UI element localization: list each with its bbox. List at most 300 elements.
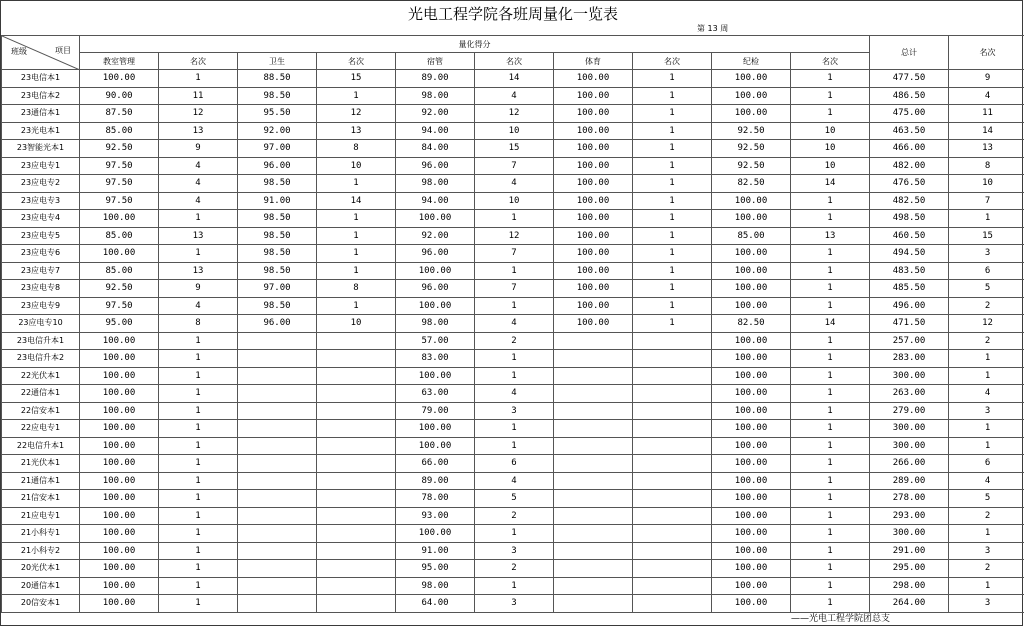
table-cell — [238, 402, 317, 420]
table-cell: 2 — [475, 560, 554, 578]
table-cell: 94.00 — [396, 192, 475, 210]
table-cell: 97.50 — [80, 157, 159, 175]
table-cell: 1 — [159, 542, 238, 560]
table-cell: 100.00 — [396, 420, 475, 438]
table-cell — [554, 507, 633, 525]
table-cell: 14 — [949, 122, 1024, 140]
table-cell — [317, 455, 396, 473]
table-cell — [554, 455, 633, 473]
table-cell: 4 — [475, 472, 554, 490]
table-cell: 98.00 — [396, 315, 475, 333]
table-cell: 100.00 — [712, 245, 791, 263]
table-cell: 100.00 — [712, 262, 791, 280]
table-cell: 12 — [159, 105, 238, 123]
table-cell: 1 — [475, 577, 554, 595]
header-total: 总计 — [870, 36, 949, 70]
class-name-cell: 21光伏本1 — [2, 455, 80, 473]
class-name-cell: 21信安本1 — [2, 490, 80, 508]
table-cell: 94.00 — [396, 122, 475, 140]
table-cell: 100.00 — [80, 367, 159, 385]
table-cell: 2 — [475, 507, 554, 525]
table-cell — [554, 595, 633, 613]
table-cell — [238, 420, 317, 438]
table-cell: 1 — [949, 577, 1024, 595]
class-name-cell: 23电信升本1 — [2, 332, 80, 350]
table-cell: 1 — [791, 262, 870, 280]
table-cell: 100.00 — [712, 367, 791, 385]
table-cell — [633, 472, 712, 490]
table-cell: 1 — [633, 280, 712, 298]
table-cell: 1 — [949, 210, 1024, 228]
table-cell: 10 — [317, 315, 396, 333]
table-cell — [317, 367, 396, 385]
table-cell: 10 — [791, 157, 870, 175]
table-row — [2, 367, 1024, 385]
table-cell — [554, 577, 633, 595]
table-cell — [554, 490, 633, 508]
table-cell: 100.00 — [712, 490, 791, 508]
table-cell: 11 — [949, 105, 1024, 123]
table-cell: 7 — [475, 157, 554, 175]
table-row — [2, 490, 1024, 508]
table-cell: 1 — [633, 192, 712, 210]
class-name-cell: 23应电专1 — [2, 157, 80, 175]
table-row — [2, 87, 1024, 105]
table-cell: 100.00 — [554, 245, 633, 263]
table-cell: 100.00 — [396, 367, 475, 385]
table-cell: 13 — [949, 140, 1024, 158]
table-body — [2, 70, 1024, 613]
table-cell: 2 — [949, 297, 1024, 315]
header-col-1: 名次 — [159, 53, 238, 70]
table-cell: 100.00 — [80, 350, 159, 368]
table-cell — [633, 420, 712, 438]
table-cell: 1 — [475, 350, 554, 368]
table-cell: 88.50 — [238, 70, 317, 88]
table-cell: 98.00 — [396, 87, 475, 105]
table-cell: 4 — [159, 157, 238, 175]
table-cell — [633, 367, 712, 385]
table-cell: 57.00 — [396, 332, 475, 350]
class-name-cell: 23电信本1 — [2, 70, 80, 88]
table-cell: 1 — [633, 87, 712, 105]
table-cell: 1 — [791, 210, 870, 228]
table-cell: 100.00 — [712, 297, 791, 315]
table-cell: 1 — [317, 87, 396, 105]
class-name-cell: 23电信升本2 — [2, 350, 80, 368]
table-cell: 1 — [475, 210, 554, 228]
table-cell — [633, 525, 712, 543]
header-col-4: 宿管 — [396, 53, 475, 70]
header-col-9: 名次 — [791, 53, 870, 70]
table-cell: 79.00 — [396, 402, 475, 420]
table-cell: 1 — [159, 577, 238, 595]
table-cell: 1 — [791, 245, 870, 263]
table-cell: 1 — [475, 297, 554, 315]
table-cell: 475.00 — [870, 105, 949, 123]
table-cell: 100.00 — [554, 105, 633, 123]
class-name-cell: 23通信本1 — [2, 105, 80, 123]
table-cell: 100.00 — [554, 157, 633, 175]
table-cell: 1 — [159, 455, 238, 473]
table-cell: 1 — [633, 245, 712, 263]
table-row — [2, 105, 1024, 123]
table-cell: 496.00 — [870, 297, 949, 315]
table-cell: 100.00 — [712, 560, 791, 578]
table-cell — [554, 385, 633, 403]
table-cell: 4 — [475, 87, 554, 105]
table-cell: 1 — [159, 507, 238, 525]
table-cell: 1 — [317, 262, 396, 280]
table-cell: 100.00 — [554, 87, 633, 105]
table-cell: 12 — [949, 315, 1024, 333]
table-cell: 10 — [791, 140, 870, 158]
table-cell — [633, 437, 712, 455]
table-cell: 89.00 — [396, 70, 475, 88]
table-cell: 1 — [159, 472, 238, 490]
table-cell: 460.50 — [870, 227, 949, 245]
table-cell: 3 — [949, 402, 1024, 420]
table-cell: 85.00 — [80, 262, 159, 280]
table-cell: 96.00 — [396, 157, 475, 175]
header-class: 班级 — [11, 47, 27, 56]
table-cell: 91.00 — [238, 192, 317, 210]
class-name-cell: 23应电专4 — [2, 210, 80, 228]
table-cell: 15 — [317, 70, 396, 88]
table-cell: 289.00 — [870, 472, 949, 490]
table-cell: 1 — [791, 332, 870, 350]
table-cell: 2 — [475, 332, 554, 350]
table-cell: 482.50 — [870, 192, 949, 210]
table-cell: 8 — [317, 140, 396, 158]
table-cell — [317, 507, 396, 525]
table-cell: 7 — [475, 280, 554, 298]
table-cell: 95.00 — [80, 315, 159, 333]
table-cell: 295.00 — [870, 560, 949, 578]
table-cell: 1 — [949, 525, 1024, 543]
table-cell: 100.00 — [712, 577, 791, 595]
header-row-1 — [2, 36, 1024, 53]
table-cell: 97.00 — [238, 280, 317, 298]
table-cell: 1 — [791, 507, 870, 525]
table-cell: 63.00 — [396, 385, 475, 403]
table-cell: 1 — [633, 157, 712, 175]
table-cell — [238, 367, 317, 385]
table-cell: 100.00 — [712, 525, 791, 543]
table-cell — [633, 577, 712, 595]
table-cell: 100.00 — [712, 472, 791, 490]
table-cell: 10 — [475, 122, 554, 140]
table-cell: 100.00 — [80, 542, 159, 560]
table-cell: 100.00 — [80, 437, 159, 455]
table-cell — [238, 542, 317, 560]
table-cell: 100.00 — [554, 70, 633, 88]
table-cell: 92.00 — [396, 227, 475, 245]
table-row — [2, 280, 1024, 298]
table-cell: 98.00 — [396, 175, 475, 193]
table-cell: 300.00 — [870, 437, 949, 455]
table-cell: 1 — [317, 210, 396, 228]
table-cell: 100.00 — [80, 420, 159, 438]
table-cell: 100.00 — [712, 385, 791, 403]
header-col-2: 卫生 — [238, 53, 317, 70]
table-cell: 463.50 — [870, 122, 949, 140]
table-cell: 1 — [159, 402, 238, 420]
table-cell: 14 — [791, 315, 870, 333]
header-col-8: 纪检 — [712, 53, 791, 70]
table-cell — [238, 437, 317, 455]
table-row — [2, 350, 1024, 368]
table-cell: 5 — [949, 490, 1024, 508]
table-cell: 2 — [949, 507, 1024, 525]
table-cell: 100.00 — [712, 192, 791, 210]
table-cell: 91.00 — [396, 542, 475, 560]
table-cell: 7 — [475, 245, 554, 263]
table-cell: 1 — [791, 402, 870, 420]
table-cell — [633, 560, 712, 578]
table-cell: 1 — [791, 192, 870, 210]
table-row — [2, 472, 1024, 490]
table-cell: 476.50 — [870, 175, 949, 193]
table-cell — [317, 560, 396, 578]
table-cell: 85.00 — [712, 227, 791, 245]
table-cell: 13 — [159, 122, 238, 140]
table-cell: 291.00 — [870, 542, 949, 560]
table-cell: 12 — [317, 105, 396, 123]
class-name-cell: 23应电专9 — [2, 297, 80, 315]
table-cell: 92.00 — [396, 105, 475, 123]
table-row — [2, 437, 1024, 455]
table-cell: 483.50 — [870, 262, 949, 280]
class-name-cell: 23应电专3 — [2, 192, 80, 210]
table-cell: 1 — [791, 577, 870, 595]
score-table — [1, 35, 1024, 613]
table-row — [2, 542, 1024, 560]
table-cell: 1 — [475, 367, 554, 385]
table-row — [2, 297, 1024, 315]
table-cell — [633, 332, 712, 350]
table-cell: 1 — [159, 595, 238, 613]
table-cell: 100.00 — [80, 385, 159, 403]
table-cell: 10 — [949, 175, 1024, 193]
header-col-0: 教室管理 — [80, 53, 159, 70]
table-cell: 100.00 — [396, 525, 475, 543]
table-cell: 1 — [791, 437, 870, 455]
table-cell: 100.00 — [554, 227, 633, 245]
table-cell: 1 — [791, 420, 870, 438]
table-cell: 8 — [317, 280, 396, 298]
table-cell: 100.00 — [80, 455, 159, 473]
table-cell: 83.00 — [396, 350, 475, 368]
table-cell — [238, 332, 317, 350]
table-cell: 89.00 — [396, 472, 475, 490]
table-cell — [238, 507, 317, 525]
table-cell: 1 — [159, 420, 238, 438]
table-cell: 100.00 — [80, 402, 159, 420]
class-name-cell: 21应电专1 — [2, 507, 80, 525]
table-row — [2, 227, 1024, 245]
table-cell: 1 — [949, 367, 1024, 385]
class-name-cell: 21小科专1 — [2, 525, 80, 543]
table-cell: 82.50 — [712, 175, 791, 193]
table-cell: 1 — [159, 367, 238, 385]
table-row — [2, 577, 1024, 595]
table-cell: 4 — [475, 385, 554, 403]
header-col-5: 名次 — [475, 53, 554, 70]
table-cell: 12 — [475, 227, 554, 245]
table-row — [2, 402, 1024, 420]
table-cell: 100.00 — [712, 210, 791, 228]
table-cell: 278.00 — [870, 490, 949, 508]
table-cell: 1 — [633, 140, 712, 158]
class-name-cell: 23应电专7 — [2, 262, 80, 280]
class-name-cell: 22应电专1 — [2, 420, 80, 438]
table-cell — [633, 402, 712, 420]
table-cell — [317, 490, 396, 508]
table-row — [2, 175, 1024, 193]
table-cell: 100.00 — [712, 420, 791, 438]
table-cell: 6 — [949, 455, 1024, 473]
table-cell: 95.00 — [396, 560, 475, 578]
table-cell: 100.00 — [712, 87, 791, 105]
table-cell: 100.00 — [80, 595, 159, 613]
table-cell: 96.00 — [238, 157, 317, 175]
table-cell: 1 — [791, 87, 870, 105]
table-cell: 100.00 — [80, 507, 159, 525]
table-cell: 100.00 — [554, 210, 633, 228]
table-cell: 486.50 — [870, 87, 949, 105]
table-cell — [238, 490, 317, 508]
table-row — [2, 122, 1024, 140]
table-cell: 98.50 — [238, 87, 317, 105]
table-cell: 1 — [633, 262, 712, 280]
table-row — [2, 245, 1024, 263]
table-cell: 1 — [633, 210, 712, 228]
table-cell: 100.00 — [554, 262, 633, 280]
table-cell — [317, 385, 396, 403]
table-cell: 100.00 — [712, 402, 791, 420]
signature-footer: ——光电工程学院团总支 — [791, 614, 891, 624]
table-cell — [633, 507, 712, 525]
table-cell — [317, 437, 396, 455]
table-cell: 85.00 — [80, 227, 159, 245]
table-cell: 14 — [475, 70, 554, 88]
table-cell: 98.00 — [396, 577, 475, 595]
table-cell: 1 — [317, 245, 396, 263]
table-cell: 1 — [475, 437, 554, 455]
table-cell: 1 — [317, 175, 396, 193]
table-cell — [554, 332, 633, 350]
table-cell: 4 — [159, 297, 238, 315]
table-cell: 9 — [949, 70, 1024, 88]
table-cell: 1 — [949, 350, 1024, 368]
table-cell: 293.00 — [870, 507, 949, 525]
table-cell: 92.00 — [238, 122, 317, 140]
table-cell: 100.00 — [712, 437, 791, 455]
table-cell: 98.50 — [238, 245, 317, 263]
table-cell: 1 — [159, 70, 238, 88]
table-cell: 3 — [475, 595, 554, 613]
table-cell: 279.00 — [870, 402, 949, 420]
table-cell: 5 — [475, 490, 554, 508]
table-cell: 4 — [949, 472, 1024, 490]
table-cell: 1 — [791, 472, 870, 490]
table-cell: 6 — [475, 455, 554, 473]
table-row — [2, 262, 1024, 280]
table-cell: 264.00 — [870, 595, 949, 613]
class-name-cell: 20信安本1 — [2, 595, 80, 613]
table-cell: 98.50 — [238, 297, 317, 315]
table-cell: 100.00 — [396, 437, 475, 455]
table-cell — [317, 595, 396, 613]
table-cell: 1 — [159, 245, 238, 263]
table-row — [2, 192, 1024, 210]
table-row — [2, 332, 1024, 350]
table-cell: 1 — [159, 332, 238, 350]
table-cell: 100.00 — [712, 280, 791, 298]
table-cell: 298.00 — [870, 577, 949, 595]
table-cell: 9 — [159, 140, 238, 158]
table-cell — [633, 350, 712, 368]
table-cell: 87.50 — [80, 105, 159, 123]
table-cell: 15 — [949, 227, 1024, 245]
table-cell: 13 — [791, 227, 870, 245]
table-cell — [317, 472, 396, 490]
table-cell: 100.00 — [712, 350, 791, 368]
table-cell: 97.50 — [80, 175, 159, 193]
table-cell — [317, 525, 396, 543]
class-name-cell: 21通信本1 — [2, 472, 80, 490]
table-cell: 100.00 — [80, 70, 159, 88]
table-cell: 4 — [159, 175, 238, 193]
table-cell: 98.50 — [238, 262, 317, 280]
table-row — [2, 455, 1024, 473]
table-cell: 97.00 — [238, 140, 317, 158]
table-cell: 263.00 — [870, 385, 949, 403]
table-cell: 5 — [949, 280, 1024, 298]
table-cell — [554, 420, 633, 438]
table-cell: 283.00 — [870, 350, 949, 368]
table-cell: 98.50 — [238, 210, 317, 228]
table-cell: 92.50 — [712, 157, 791, 175]
table-cell: 100.00 — [554, 315, 633, 333]
table-cell: 300.00 — [870, 367, 949, 385]
table-cell: 300.00 — [870, 525, 949, 543]
table-cell: 1 — [633, 297, 712, 315]
table-cell: 100.00 — [712, 595, 791, 613]
table-cell: 13 — [159, 262, 238, 280]
table-cell: 1 — [791, 595, 870, 613]
table-cell: 100.00 — [80, 577, 159, 595]
table-cell: 12 — [475, 105, 554, 123]
table-cell — [317, 332, 396, 350]
table-cell: 2 — [949, 332, 1024, 350]
table-cell: 66.00 — [396, 455, 475, 473]
table-cell: 1 — [791, 297, 870, 315]
table-cell: 15 — [475, 140, 554, 158]
table-cell: 100.00 — [712, 105, 791, 123]
table-cell: 7 — [949, 192, 1024, 210]
table-cell: 100.00 — [80, 472, 159, 490]
class-name-cell: 23应电专10 — [2, 315, 80, 333]
table-cell: 485.50 — [870, 280, 949, 298]
table-row — [2, 315, 1024, 333]
table-cell: 1 — [475, 420, 554, 438]
table-cell — [554, 472, 633, 490]
table-cell — [633, 490, 712, 508]
table-cell: 100.00 — [554, 175, 633, 193]
table-cell — [554, 367, 633, 385]
